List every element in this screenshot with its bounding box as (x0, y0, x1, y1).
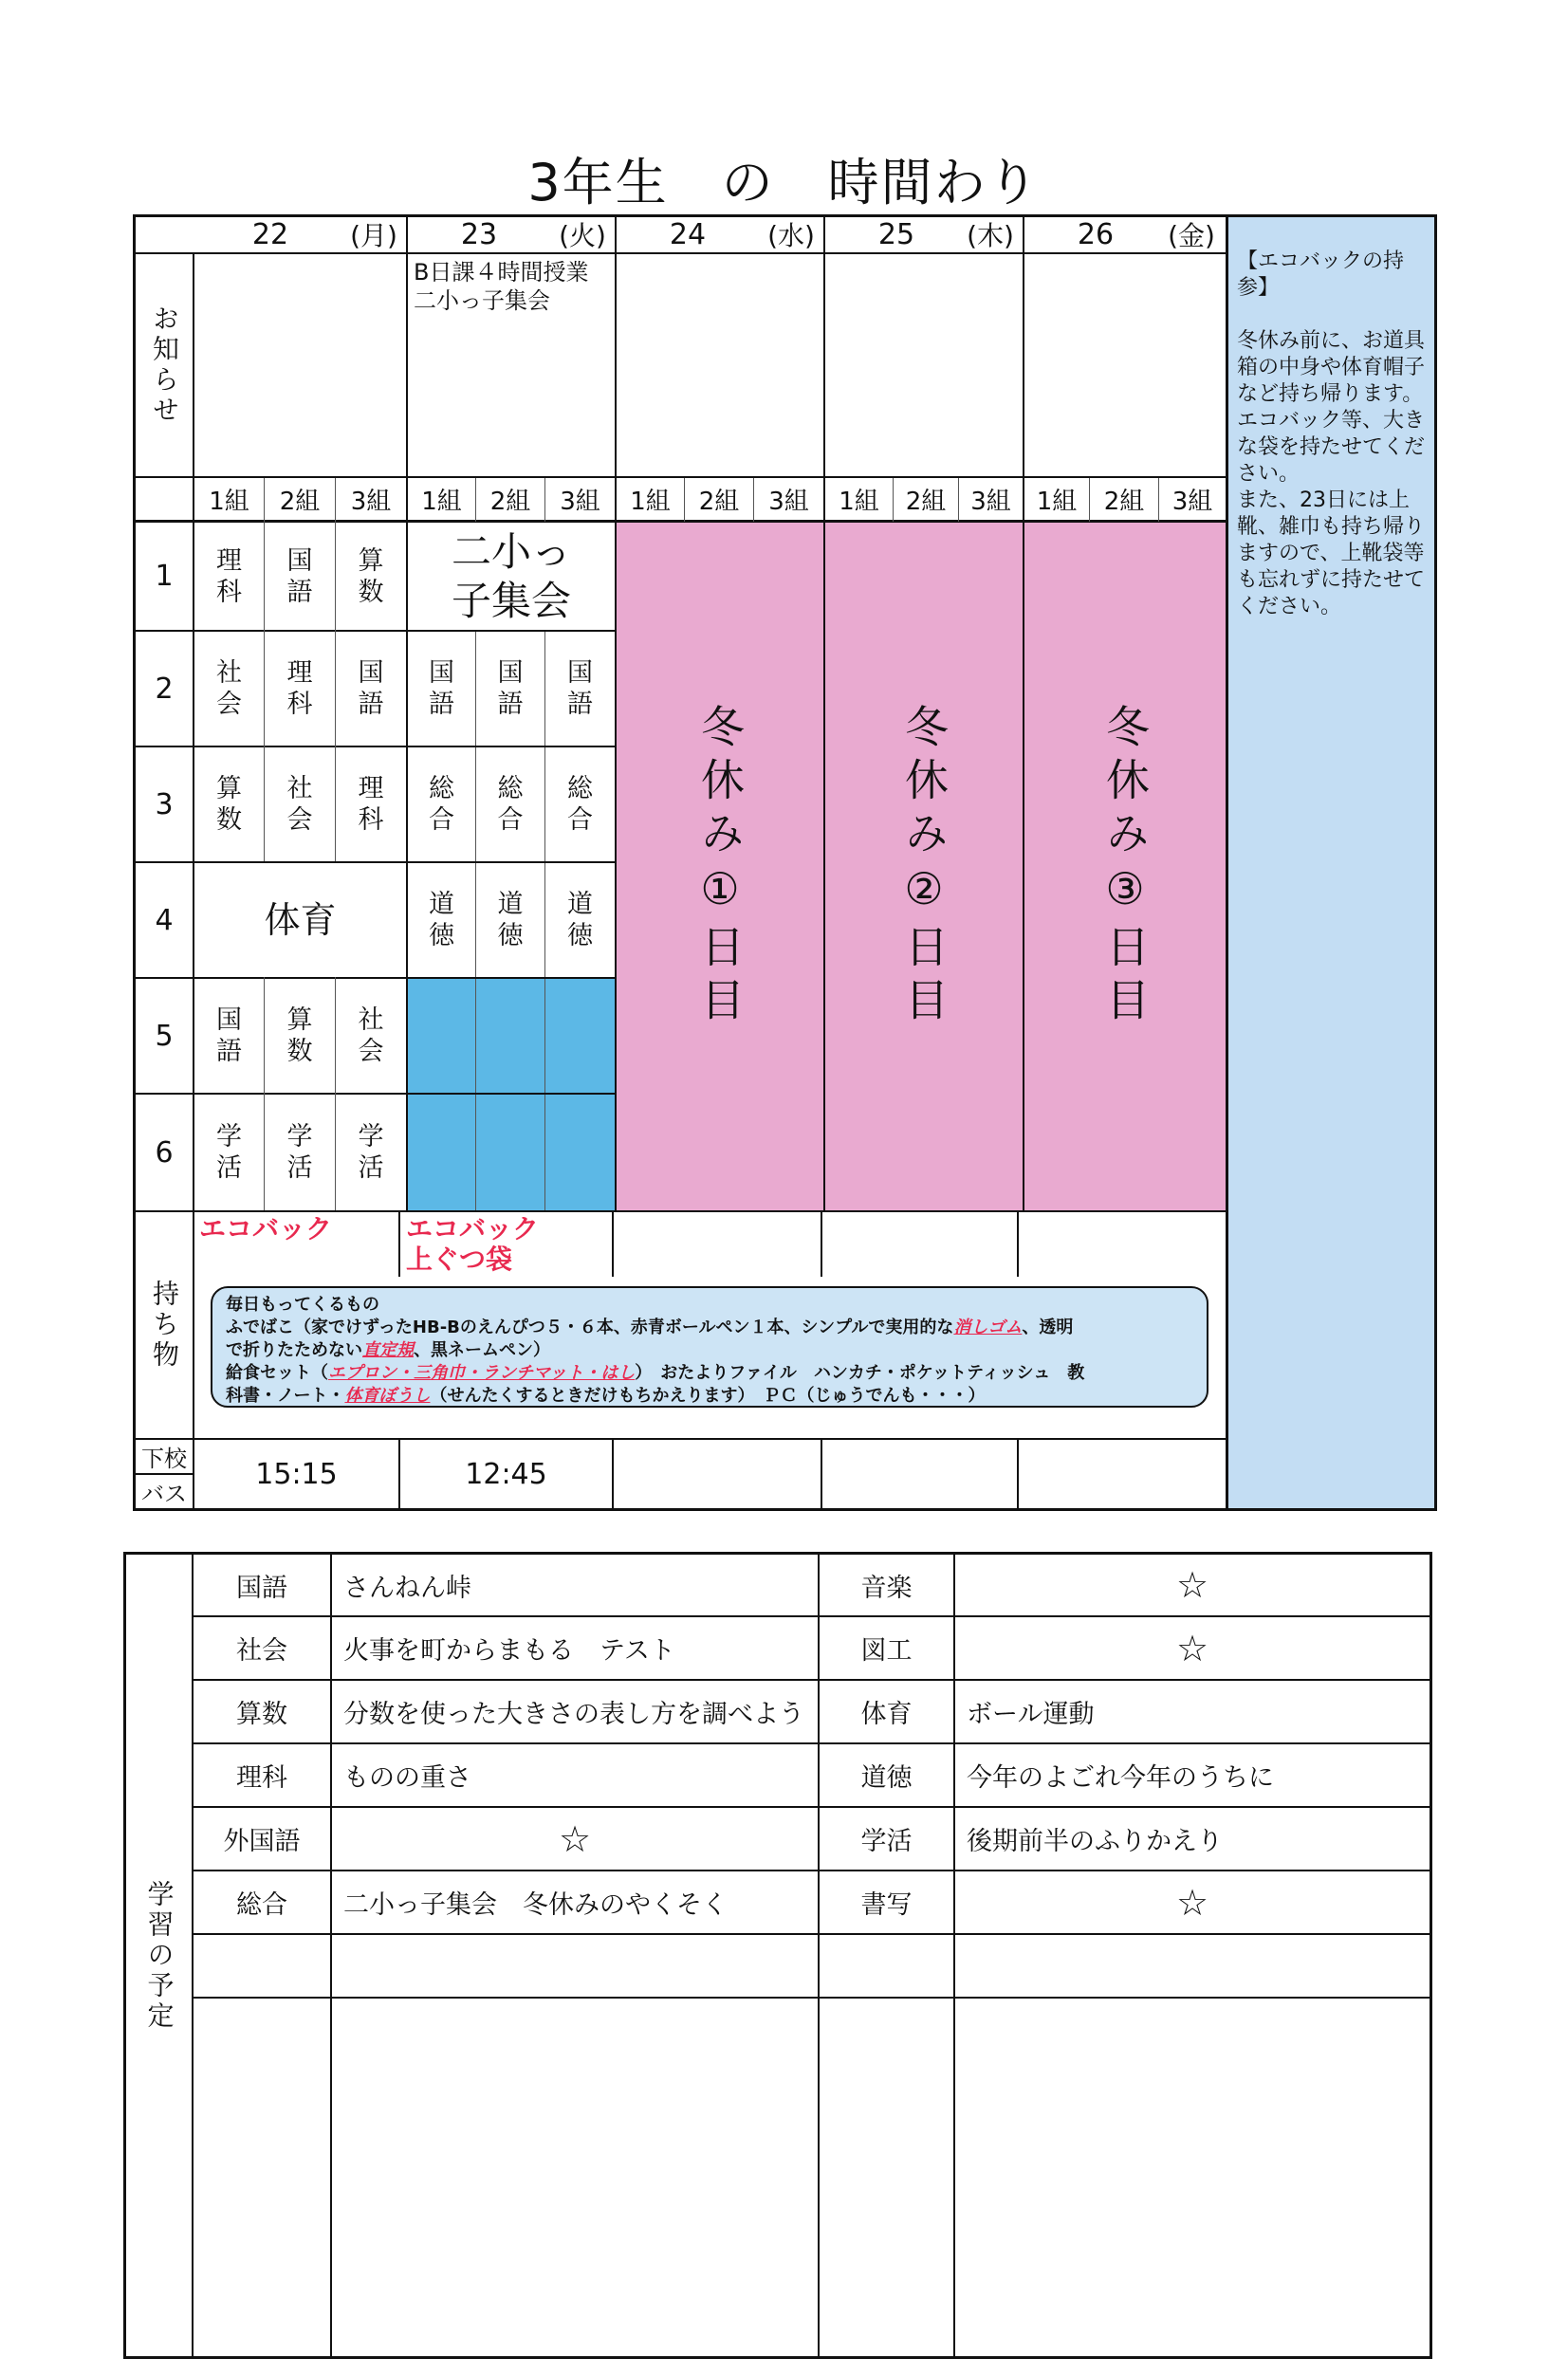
subject-text: 総合 (497, 774, 524, 835)
dismissal-label-bottom: バス (141, 1481, 187, 1507)
page-title: 3年生 の 時間わり (527, 153, 1041, 212)
class-header: 2組 (905, 487, 947, 516)
daily-text: （せんたくするときだけもちかえります） ＰＣ（じゅうでんも・・・） (430, 1386, 986, 1406)
plan-label: 学習の予定 (143, 1880, 175, 2032)
day-weekday: (火) (559, 220, 606, 251)
daily-text: 科書・ノート・ (226, 1386, 345, 1406)
daily-text: ） おたよりファイル ハンカチ・ポケットティッシュ 教 (635, 1363, 1085, 1383)
day-weekday: (水) (767, 220, 815, 251)
period-number: 4 (155, 903, 174, 937)
day-date: 26 (1077, 217, 1115, 251)
plan-subject: 学活 (860, 1827, 913, 1856)
subject-cell (545, 863, 615, 977)
plan-subject: 算数 (236, 1700, 287, 1729)
class-header: 2組 (279, 487, 321, 516)
belongings-label: 持ち物 (149, 1280, 180, 1371)
subject-text: 国語 (286, 545, 313, 607)
subject-cell (265, 979, 335, 1093)
subject-text: 社会 (358, 1005, 384, 1066)
daily-text: 、黒ネームペン） (414, 1340, 550, 1360)
daily-items-box (211, 1286, 1208, 1408)
subject-merged (408, 523, 615, 630)
subject-text: 国語 (216, 1005, 242, 1066)
plan-subject: 体育 (860, 1700, 913, 1729)
subject-cell (194, 747, 264, 861)
plan-content: ものの重さ (343, 1763, 471, 1793)
daily-highlight: 消しゴム (953, 1318, 1023, 1337)
subject-cell (476, 632, 544, 746)
notice-line: 二小っ子集会 (414, 287, 550, 314)
dismissal-label-top: 下校 (141, 1446, 187, 1472)
subject-cell (336, 523, 406, 630)
day-weekday: (月) (350, 220, 397, 251)
class-header: 3組 (560, 487, 600, 516)
subject-cell (545, 632, 615, 746)
subject-merged: 体育 (264, 899, 337, 941)
plan-content: 分数を使った大きさの表し方を調べよう (343, 1700, 804, 1729)
subject-cell (336, 979, 406, 1093)
subject-text: 学活 (216, 1122, 242, 1183)
plan-content: 火事を町からまもる テスト (343, 1636, 675, 1666)
class-header: 1組 (209, 487, 249, 516)
daily-text: ふでばこ（家でけずったHB-Bのえんぴつ５・６本、赤青ボールペン１本、シンプルで実用的な (226, 1318, 954, 1337)
daily-highlight: 直定規 (362, 1340, 414, 1360)
subject-text: 社会 (286, 774, 313, 835)
subject-text: 道徳 (497, 890, 524, 950)
subject-cell (336, 632, 406, 746)
class-header: 1組 (630, 487, 671, 516)
subject-text: 国語 (358, 658, 384, 719)
subject-text: 総合 (429, 774, 454, 835)
subject-cell (194, 1095, 264, 1210)
belongings-monday: エコバック (199, 1213, 333, 1244)
subject-text: 国語 (497, 658, 524, 719)
belongings-tuesday (406, 1214, 605, 1275)
plan-star: ☆ (1175, 1627, 1209, 1669)
subject-text: 算数 (286, 1005, 313, 1066)
daily-items-line (226, 1385, 1193, 1408)
plan-subject: 理科 (236, 1763, 287, 1793)
subject-cell (265, 523, 335, 630)
class-header: 2組 (698, 487, 740, 516)
subject-cell (408, 632, 475, 746)
plan-subject: 音楽 (860, 1573, 913, 1603)
subject-text: 道徳 (429, 890, 454, 950)
class-header: 2組 (489, 487, 531, 516)
winter-holiday-day (617, 523, 823, 1210)
plan-subject: 社会 (236, 1636, 287, 1666)
notice-tuesday (408, 254, 615, 330)
class-header: 3組 (970, 487, 1011, 516)
daily-items-line (226, 1362, 1193, 1385)
dismissal-time-monday: 15:15 (255, 1457, 338, 1491)
plan-content: 二小っ子集会 冬休みのやくそく (343, 1890, 728, 1920)
belongings-line: 上ぐつ袋 (406, 1244, 513, 1275)
plan-subject: 外国語 (223, 1827, 301, 1856)
winter-text: 冬休み①日目 (694, 703, 746, 1030)
class-header: 3組 (1171, 487, 1213, 516)
subject-text: 理科 (358, 774, 384, 835)
daily-items-line (226, 1339, 1193, 1362)
tuesday-free-block (406, 979, 615, 1212)
subject-text: 理科 (286, 658, 313, 719)
subject-text: 総合 (567, 774, 593, 835)
subject-cell (476, 863, 544, 977)
belongings-line: エコバック (406, 1213, 540, 1244)
subject-text: 学活 (286, 1122, 313, 1183)
side-note-body: 冬休み前に、お道具箱の中身や体育帽子など持ち帰ります。 エコバック等、大きな袋を持たせてください。 また、23日には上靴、雑巾も持ち帰りますので、上靴袋等も忘れずに持たせてください。 (1237, 329, 1426, 618)
subject-text: 算数 (358, 545, 384, 607)
subject-cell (336, 1095, 406, 1210)
plan-content: さんねん峠 (343, 1573, 471, 1603)
plan-subject: 国語 (236, 1573, 287, 1603)
subject-text: 社会 (216, 658, 242, 719)
daily-items-line (226, 1317, 1193, 1339)
notice-label: お知らせ (149, 304, 180, 426)
notice-line: B日課４時間授業 (414, 259, 589, 286)
day-date: 23 (460, 217, 498, 251)
winter-holiday-day (1024, 523, 1226, 1210)
winter-text: 冬休み②日目 (898, 703, 950, 1030)
daily-highlight: エプロン・三角巾・ランチマット・はし (328, 1363, 636, 1383)
class-header: 1組 (839, 487, 879, 516)
dismissal-time-tuesday: 12:45 (465, 1457, 547, 1491)
plan-content: 後期前半のふりかえり (967, 1827, 1223, 1856)
plan-subject: 道徳 (860, 1763, 913, 1793)
day-weekday: (金) (1168, 220, 1215, 251)
period-number: 6 (155, 1135, 174, 1170)
day-date: 22 (251, 217, 289, 251)
daily-text: 、透明 (1022, 1318, 1074, 1337)
class-header: 3組 (768, 487, 809, 516)
subject-text: 算数 (216, 774, 242, 835)
subject-cell (265, 1095, 335, 1210)
winter-text: 冬休み③日目 (1099, 703, 1151, 1030)
subject-text: 道徳 (567, 890, 593, 950)
day-date: 25 (877, 217, 915, 251)
daily-highlight: 体育ぼうし (344, 1386, 431, 1406)
plan-subject: 書写 (860, 1890, 913, 1920)
subject-cell (336, 747, 406, 861)
subject-text: 二小っ子集会 (451, 527, 571, 624)
plan-subject: 総合 (236, 1890, 287, 1920)
daily-text: 給食セット（ (226, 1363, 328, 1383)
day-weekday: (木) (967, 220, 1014, 251)
winter-holiday-day (825, 523, 1023, 1210)
subject-cell (194, 632, 264, 746)
subject-cell (194, 523, 264, 630)
plan-subject: 図工 (860, 1636, 913, 1666)
class-header: 1組 (1036, 487, 1078, 516)
subject-text: 理科 (216, 545, 242, 607)
daily-text: で折りたためない (226, 1340, 362, 1360)
side-note-heading: 【エコバックの持参】 (1237, 249, 1405, 300)
period-number: 3 (155, 787, 174, 821)
daily-items-title: 毎日もってくるもの (226, 1295, 379, 1315)
subject-cell (265, 747, 335, 861)
subject-text: 国語 (429, 658, 454, 719)
class-header: 3組 (350, 487, 392, 516)
plan-star: ☆ (1175, 1881, 1209, 1924)
subject-cell (408, 863, 475, 977)
plan-content: 今年のよごれ今年のうちに (967, 1763, 1274, 1793)
day-date: 24 (669, 217, 707, 251)
plan-star: ☆ (1175, 1564, 1209, 1606)
side-note (1229, 218, 1434, 618)
period-number: 5 (155, 1019, 174, 1053)
subject-text: 学活 (358, 1122, 384, 1183)
subject-cell (476, 747, 544, 861)
subject-cell (545, 747, 615, 861)
plan-star: ☆ (558, 1817, 592, 1860)
class-header: 1組 (421, 487, 462, 516)
subject-text: 国語 (567, 658, 593, 719)
subject-cell (265, 632, 335, 746)
class-header: 2組 (1103, 487, 1145, 516)
subject-cell (194, 979, 264, 1093)
period-number: 1 (155, 560, 174, 593)
period-number: 2 (155, 672, 174, 706)
plan-content: ボール運動 (967, 1700, 1095, 1729)
subject-cell (408, 747, 475, 861)
